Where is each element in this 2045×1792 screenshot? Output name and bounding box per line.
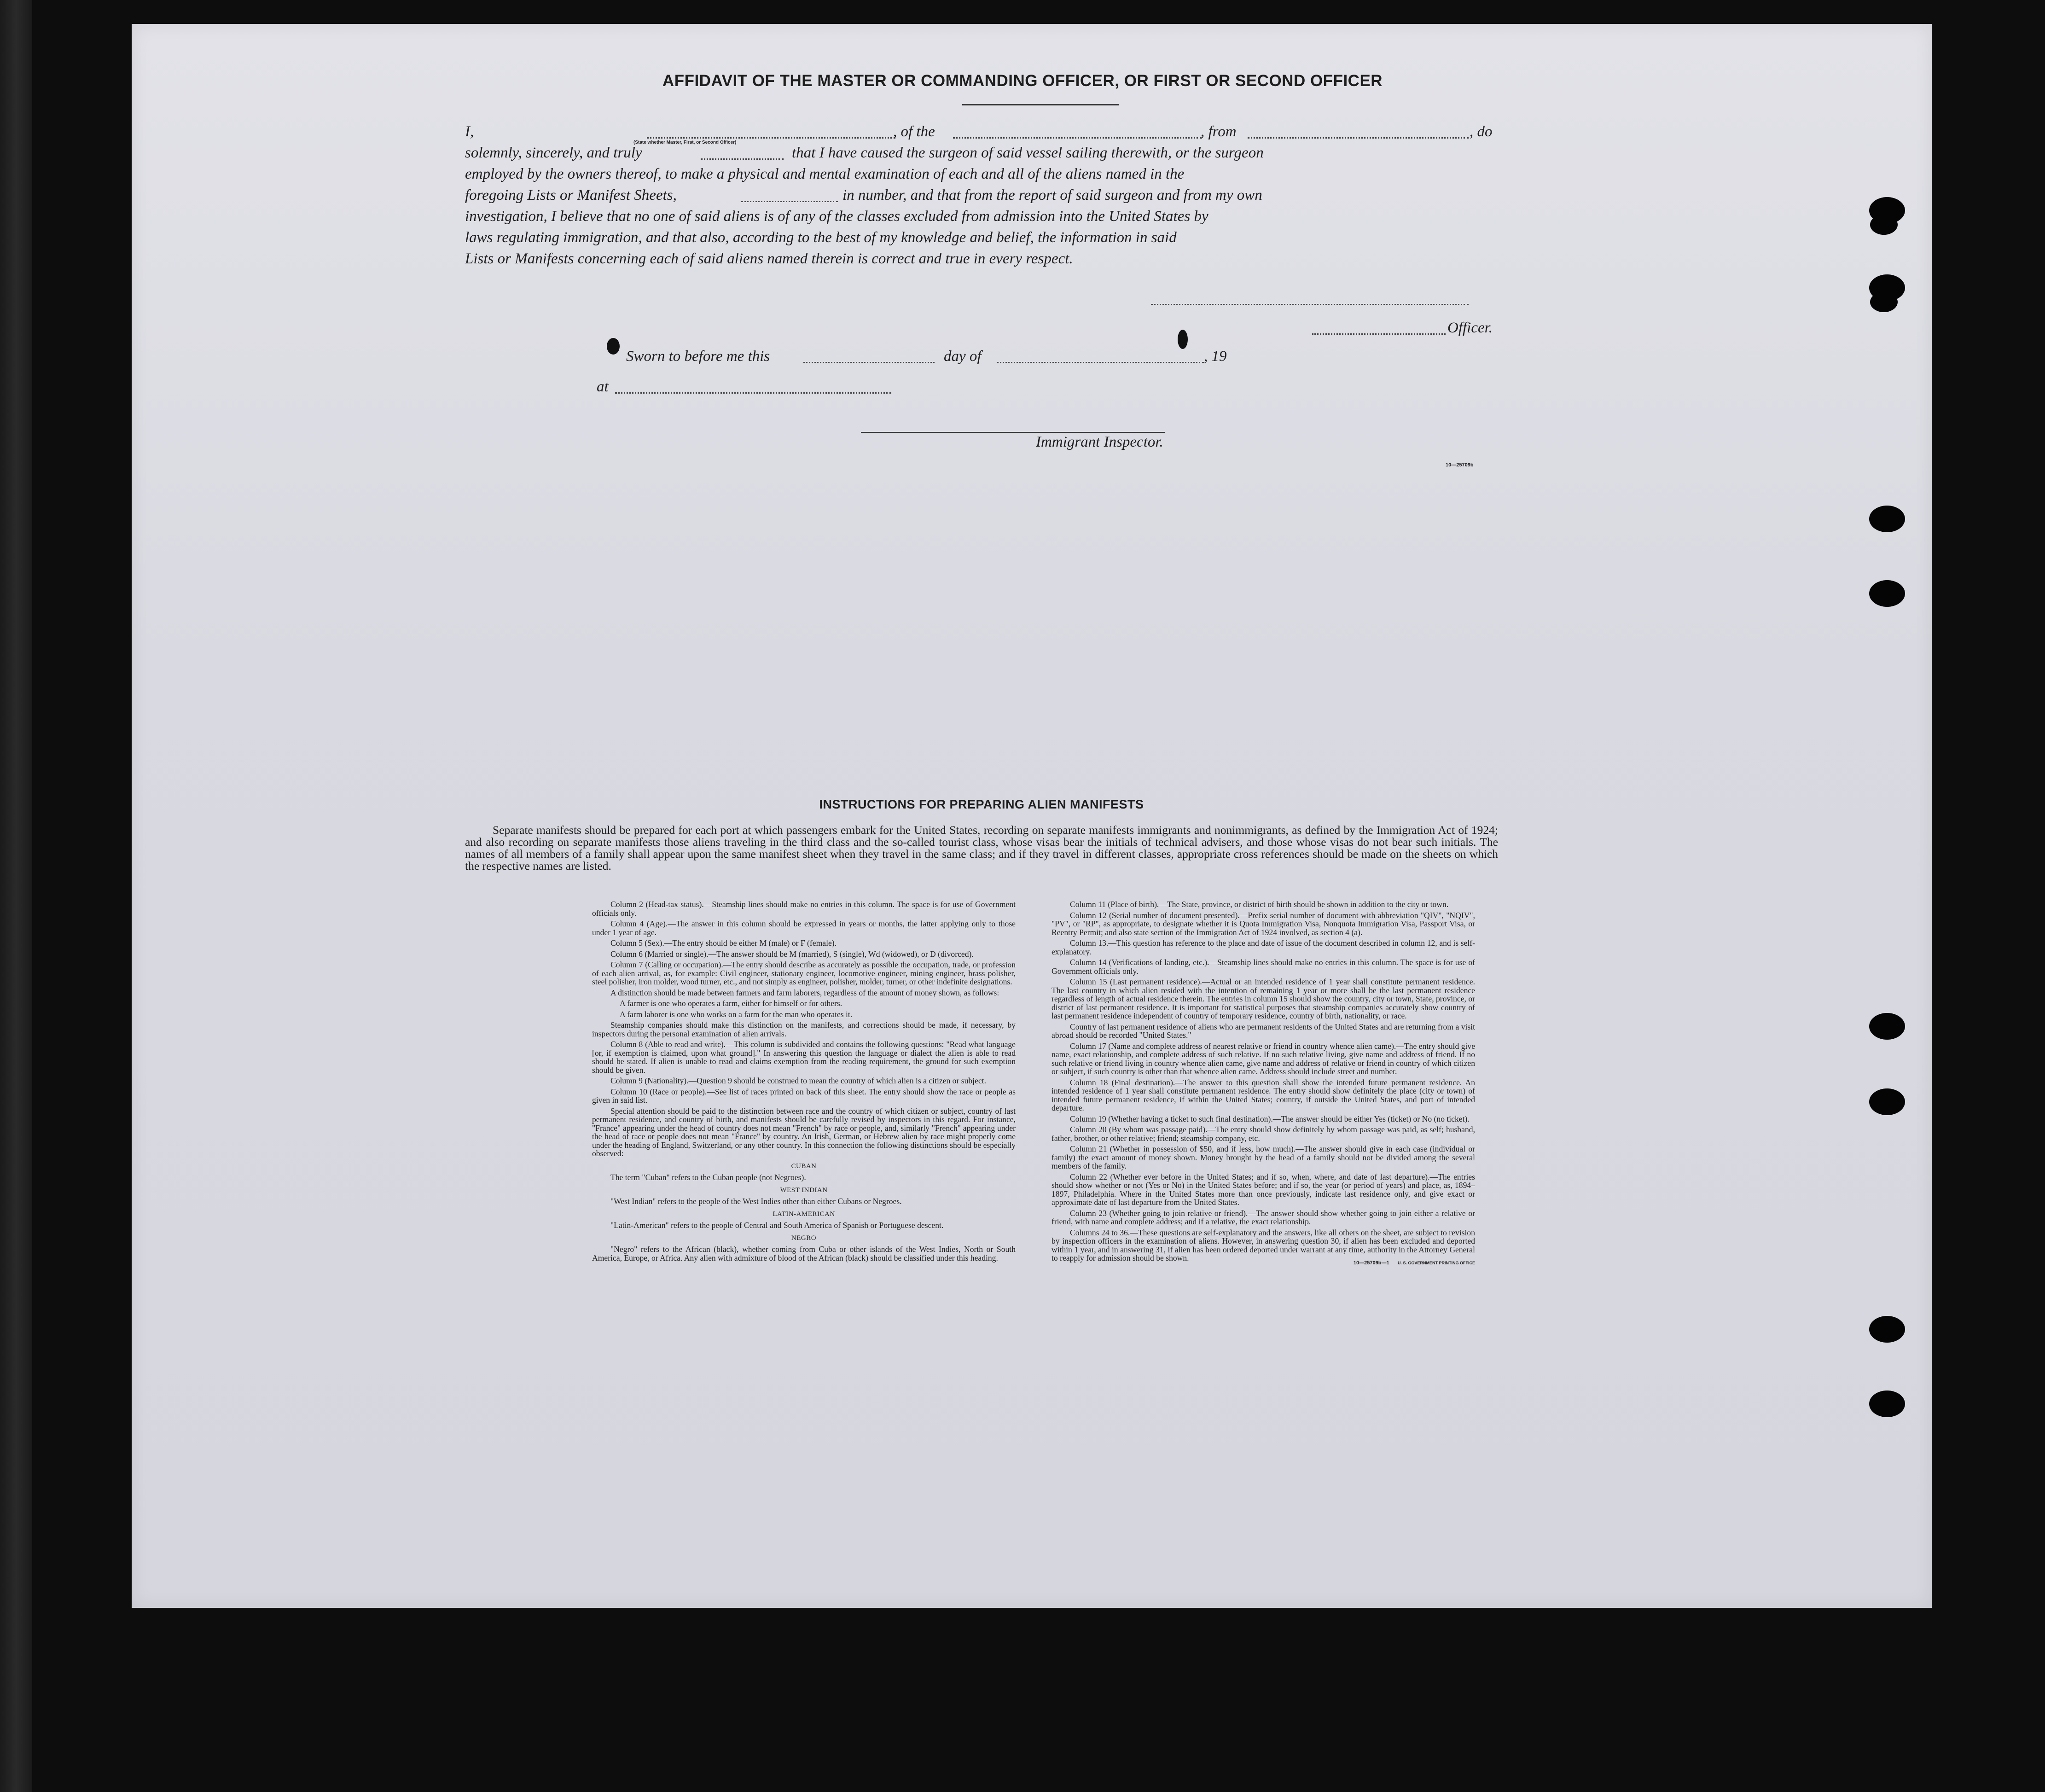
sworn-line: [626, 348, 1227, 365]
instruction-col23: Column 23 (Whether going to join relative or friend).—The answer should show whether going to join either a relative or friend, with name and complete address; and if a relative, the exact relationship.: [1052, 1208, 1475, 1226]
sheet-count-field[interactable]: [741, 201, 838, 202]
instruction-col13: Column 13.—This question has reference to the place and date of issue of the document described in column 12, and is self-explanatory.: [1052, 938, 1475, 956]
instruction-residence-us: Country of last permanent residence of aliens who are permanent residents of the United States and are returning from a visit abroad should be recorded "United States.": [1052, 1022, 1475, 1040]
instruction-farm-laborer: A farm laborer is one who works on a farm for the man who operates it.: [620, 1009, 853, 1019]
ink-blot-center: [1178, 330, 1188, 349]
sworn-day-field[interactable]: [803, 362, 935, 363]
right-column: [1052, 900, 1475, 1267]
instruction-col20: Column 20 (By whom was passage paid).—The entry should show definitely by whom passage was paid, as self; husband, father, brother, or other relative; friend; steamship company, etc.: [1052, 1125, 1475, 1143]
affidavit-line-2: [465, 145, 1264, 162]
affidavit-line-7: Lists or Manifests concerning each of said aliens named therein is correct and true in every respect.: [465, 250, 1073, 267]
affidavit-line-5: investigation, I believe that no one of said aliens is of any of the classes excluded from admission into the United States by: [465, 208, 1208, 225]
signature-field[interactable]: [1151, 304, 1469, 305]
inspector-label: Immigrant Inspector.: [1036, 434, 1163, 450]
port-field[interactable]: [1248, 137, 1469, 139]
instruction-col7: Column 7 (Calling or occupation).—The entry should describe as accurately as possible the occupation, trade, or profession of each alien arrival, as, for example: Civil engineer, stationary engineer, locomotive engineer, mining engineer, brass polisher, steel polisher, iron molder, wood turner, etc., and not simply as engineer, polisher, molder, turner, or other indefinite designations.: [592, 960, 1016, 986]
instruction-col8: Column 8 (Able to read and write).—This column is subdivided and contains the following questions: "Read what language [or, if exemption is claimed, upon what ground]." In answering this question the language or dialect the alien is able to read should be stated. If alien is unable to read and claims exemption from the reading requirement, the ground for such exemption should be given.: [592, 1040, 1016, 1075]
instruction-col6: Column 6 (Married or single).—The answer should be M (married), S (single), Wd (widowed), or D (divorced).: [610, 949, 974, 959]
instruction-col2: Column 2 (Head-tax status).—Steamship lines should make no entries in this column. The space is for use of Government officials only.: [592, 900, 1016, 918]
affidavit-line-4: [465, 187, 1262, 204]
sworn-month-field[interactable]: [997, 362, 1204, 363]
negro-text: "Negro" refers to the African (black), whether coming from Cuba or other islands of the West Indies, North or South America, Europe, or Africa. Any alien with admixture of blood of the African (black) should be classified under this heading.: [592, 1245, 1016, 1263]
latin-american-text: "Latin-American" refers to the people of Central and South America of Spanish or Portuguese descent.: [610, 1221, 944, 1230]
inspector-signature-line[interactable]: [861, 432, 1165, 433]
film-edge-left: [0, 0, 32, 1792]
instruction-col22: Column 22 (Whether ever before in the United States; and if so, when, where, and date of last departure).—The entries should show whether or not (Yes or No) in the United States before; and if so, the year (or period of years) and place, as, 1894–1897, Philadelphia. Where in the United States more than once previously, indicate last residence only, and give exact or approximate date of last departure from the United States.: [1052, 1172, 1475, 1207]
instruction-col10: Column 10 (Race or people).—See list of races printed on back of this sheet. The entry should show the race or people as given in said list.: [592, 1087, 1016, 1105]
state-note: (State whether Master, First, or Second Officer): [633, 140, 737, 145]
punch-hole-5: [1869, 506, 1905, 532]
instruction-special: Special attention should be paid to the distinction between race and the country of which citizen or subject, country of last permanent residence, and country of birth, and manifests should be carefully revised by inspectors in this regard. For instance, "France" appearing under the head of country does not mean "French" by race or people, and, similarly "French" appearing under the head of race or people does not mean "France" by country. An Irish, German, or Hebrew alien by race might properly come under the heading of England, Switzerland, or any other country. In this connection the following distinctions should be especially observed:: [592, 1106, 1016, 1158]
west-indian-heading: WEST INDIAN: [780, 1186, 828, 1194]
instruction-col14: Column 14 (Verifications of landing, etc.).—Steamship lines should make no entries in this column. The space is for use of Government officials only.: [1052, 958, 1475, 976]
title-underline: [962, 104, 1119, 105]
officer-label: Officer.: [1447, 320, 1493, 336]
affidavit-line-1: [465, 123, 1499, 140]
instruction-steamship: Steamship companies should make this distinction on the manifests, and corrections should be made, if necessary, by inspectors during the personal examination of alien arrivals.: [592, 1020, 1016, 1038]
of-the-label: , of the: [893, 123, 935, 140]
line2-start: solemnly, sincerely, and truly: [465, 145, 642, 161]
cuban-text: The term "Cuban" refers to the Cuban people (not Negroes).: [610, 1173, 806, 1182]
affidavit-line-6: laws regulating immigration, and that also, according to the best of my knowledge and belief, the information in said: [465, 229, 1177, 246]
instructions-title: INSTRUCTIONS FOR PREPARING ALIEN MANIFESTS: [819, 797, 1144, 811]
punch-hole-9: [1869, 1316, 1905, 1343]
instruction-col21: Column 21 (Whether in possession of $50, and if less, how much).—The answer should give in each case (individual or family) the exact amount of money shown. Money brought by the head of a family should not be divided among the several members of the family.: [1052, 1144, 1475, 1170]
latin-american-heading: LATIN-AMERICAN: [773, 1210, 835, 1218]
west-indian-text: "West Indian" refers to the people of the West Indies other than either Cubans or Negroes.: [610, 1197, 902, 1206]
oath-field[interactable]: [701, 158, 784, 160]
instruction-col15: Column 15 (Last permanent residence).—Actual or an intended residence of 1 year shall constitute permanent residence. The last country in which alien resided with the intention of remaining 1 year or more shall be the last permanent residence regardless of length of actual residence therein. The entries in column 15 should show the country, city or town, State, province, or district of last permanent residence. It is important for statistical purposes that steamship companies accurately show country of last permanent residence independent of country of temporary residence, country of birth, nationality, or race.: [1052, 977, 1475, 1020]
instruction-col9: Column 9 (Nationality).—Question 9 should be construed to mean the country of which alien is a citizen or subject.: [610, 1076, 986, 1085]
line2-end: that I have caused the surgeon of said vessel sailing therewith, or the surgeon: [792, 145, 1264, 161]
vessel-field[interactable]: [953, 137, 1202, 139]
instruction-col4: Column 4 (Age).—The answer in this column should be expressed in years or months, the latter applying only to those under 1 year of age.: [592, 919, 1016, 937]
day-of-label: day of: [944, 348, 982, 365]
footer-code: 10—25709b—1: [1353, 1260, 1389, 1266]
from-label: , from: [1201, 123, 1237, 140]
i-label: I,: [465, 123, 474, 140]
punch-hole-7: [1869, 1013, 1905, 1040]
form-code: 10—25709b: [1446, 462, 1474, 468]
instruction-col5: Column 5 (Sex).—The entry should be either M (male) or F (female).: [610, 938, 837, 948]
line4-start: foregoing Lists or Manifest Sheets,: [465, 187, 677, 204]
place-field[interactable]: [615, 392, 891, 394]
instruction-col12: Column 12 (Serial number of document presented).—Prefix serial number of document with abbreviation "QIV", "NQIV", "PV", or "RP", as appropriate, to designate whether it is Quota Immigration Visa, Nonquota Immigration Visa, Passport Visa, or Reentry Permit; and also state section of the Immigration Act of 1924 involved, as section 4 (a).: [1052, 910, 1475, 937]
punch-hole-10: [1869, 1391, 1905, 1417]
instruction-farmer: A farmer is one who operates a farm, either for himself or for others.: [620, 999, 842, 1008]
instruction-col11: Column 11 (Place of birth).—The State, province, or district of birth should be shown in addition to the city or town.: [1070, 900, 1449, 909]
affidavit-line-3: employed by the owners thereof, to make a physical and mental examination of each and all of the aliens named in the: [465, 166, 1185, 182]
affidavit-title: AFFIDAVIT OF THE MASTER OR COMMANDING OFFICER, OR FIRST OR SECOND OFFICER: [662, 72, 1383, 90]
punch-hole-8: [1869, 1088, 1905, 1115]
punch-hole-4: [1870, 292, 1898, 312]
punch-hole-6: [1869, 580, 1905, 607]
instruction-col19: Column 19 (Whether having a ticket to such final destination).—The answer should be either Yes (ticket) or No (no ticket).: [1070, 1114, 1470, 1123]
sworn-start: Sworn to before me this: [626, 348, 770, 365]
cuban-heading: CUBAN: [791, 1162, 817, 1170]
negro-heading: NEGRO: [791, 1234, 817, 1242]
at-line: [597, 378, 609, 396]
at-label: at: [597, 378, 609, 395]
officer-rank-field[interactable]: [647, 137, 895, 139]
punch-hole-2: [1870, 215, 1898, 235]
left-column: [592, 900, 1016, 1264]
do-label: , do: [1470, 123, 1493, 140]
officer-title-field[interactable]: [1312, 333, 1446, 335]
footer-office: U. S. GOVERNMENT PRINTING OFFICE: [1397, 1260, 1475, 1265]
instruction-col18: Column 18 (Final destination).—The answer to this question shall show the intended future permanent residence. An intended residence of 1 year shall constitute permanent residence. The entry should show definitely the place (city or town) of intended future permanent residence, if within the United States; country, if outside the United States, and port of intended departure.: [1052, 1077, 1475, 1112]
instruction-col17: Column 17 (Name and complete address of nearest relative or friend in country whence alien came).—The entry should give name, exact relationship, and complete address of such relative. If no such relative living, give name and address of friend. If no such relative or friend living in country whence alien came, give name and address of relative or friend in country of which citizen or subject, if such country is other than that whence alien came. Address should include street and number.: [1052, 1041, 1475, 1076]
instruction-col24-36: Columns 24 to 36.—These questions are self-explanatory and the answers, like all others on the sheet, are subject to revision by inspection officers in the examination of aliens. However, in answering question 30, if alien has been excluded and deported within 1 year, and in answering 31, if alien has been ordered deported under warrant at any time, authority in the Attorney General to reapply for admission should be shown.: [1052, 1228, 1475, 1263]
year-label: , 19: [1204, 348, 1227, 365]
ink-blot-left: [607, 338, 620, 355]
instruction-farm-distinction: A distinction should be made between farmers and farm laborers, regardless of the amount of money shown, as follows:: [610, 988, 999, 997]
instructions-intro: Separate manifests should be prepared for each port at which passengers embark for the United States, recording on separate manifests immigrants and nonimmigrants, as defined by the Immigration Act of 1924; and also recording on separate manifests those aliens traveling in the third class and the so-called tourist class, whose visas bear the initials of technical advisers, and those whose visas do not bear such initials. The names of all members of a family shall appear upon the same manifest sheet when they travel in the same class; and if they travel in different classes, appropriate cross references should be made on the sheets on which the respective names are listed.: [465, 823, 1498, 873]
line4-end: in number, and that from the report of said surgeon and from my own: [842, 187, 1262, 204]
